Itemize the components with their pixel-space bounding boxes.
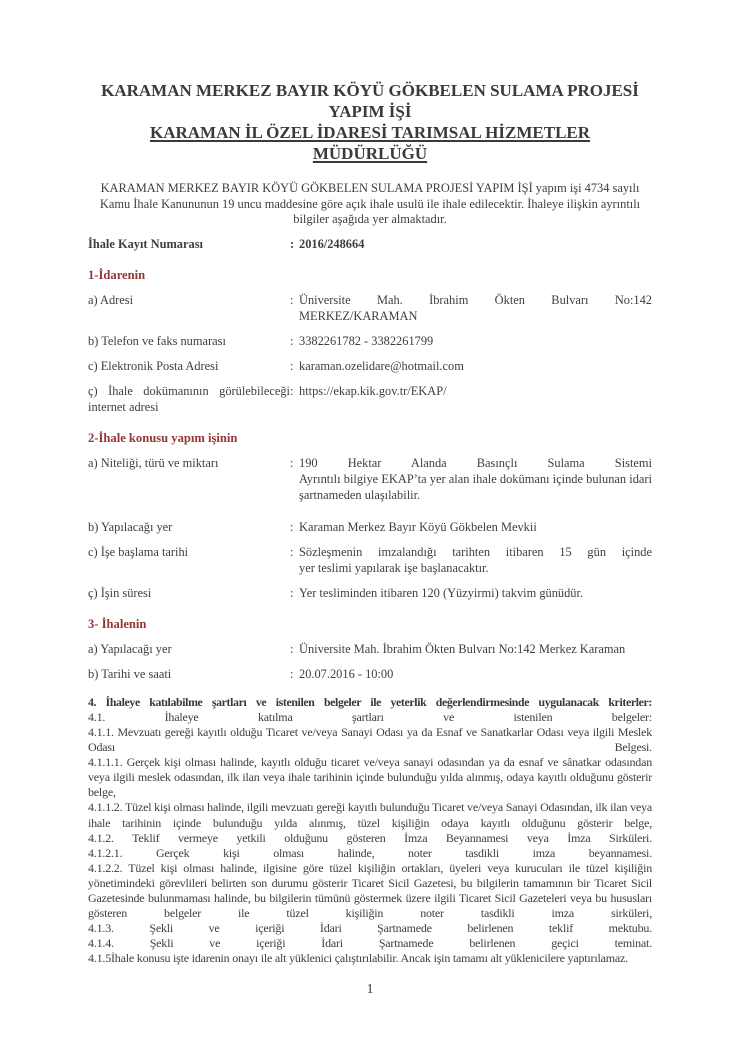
value-line: yer teslimi yapılarak işe başlanacaktır. (299, 560, 489, 575)
ikn-value-cell (299, 236, 652, 252)
value-line: MERKEZ/KARAMAN (299, 308, 418, 323)
row-isin-suresi (88, 585, 652, 601)
field-value (299, 383, 652, 399)
row-niteligi (88, 455, 652, 503)
requirement-item: 4.1.2.1. Gerçek kişi olması halinde, noter tasdikli imza beyannamesi. (88, 845, 652, 860)
ikn-row (88, 236, 652, 252)
requirement-item: 4.1.2. Teklif vermeye yetkili olduğunu gösteren İmza Beyannamesi veya İmza Sirküleri. (88, 830, 652, 845)
field-label: c) İşe başlama tarihi (88, 544, 189, 559)
value-line: Karaman Merkez Bayır Köyü Gökbelen Mevkii (299, 519, 537, 534)
field-label: a) Yapılacağı yer (88, 641, 172, 656)
title-line-2: YAPIM İŞİ (328, 102, 412, 121)
value-line: 3382261782 - 3382261799 (299, 333, 434, 348)
colon-separator: : (290, 641, 294, 656)
value-line: 190 Hektar Alanda Basınçlı Sulama Sistemi (299, 455, 652, 470)
colon-separator: : (290, 455, 294, 470)
field-value (299, 292, 652, 324)
ikn-value: 2016/248664 (299, 236, 365, 251)
field-value (299, 585, 652, 601)
ikn-label: İhale Kayıt Numarası (88, 236, 203, 251)
value-line: https://ekap.kik.gov.tr/EKAP/ (299, 383, 447, 398)
field-label: c) Elektronik Posta Adresi (88, 358, 219, 373)
title-line-1: KARAMAN MERKEZ BAYIR KÖYÜ GÖKBELEN SULAMA PROJESİ (101, 81, 639, 100)
colon-separator: : (290, 383, 294, 398)
document-title (88, 80, 652, 122)
requirement-item: 4.1.1. Mevzuatı gereği kayıtlı olduğu Ticaret ve/veya Sanayi Odası ya da Esnaf ve Sanatkarlar Odası veya ilgili Meslek Odası Belgesi. (88, 724, 652, 755)
value-line: karaman.ozelidare@hotmail.com (299, 358, 464, 373)
field-value (299, 455, 652, 503)
document-subtitle (88, 122, 652, 164)
colon-separator: : (290, 292, 294, 307)
intro-paragraph: KARAMAN MERKEZ BAYIR KÖYÜ GÖKBELEN SULAMA PROJESİ YAPIM İŞİ yapım işi 4734 sayılı Kamu İhale Kanununun 19 uncu maddesine göre açık ihale usulü ile ihale edilecektir. İhaleye ilişkin ayrıntılı bilgiler aşağıda yer almaktadır. (99, 181, 641, 227)
value-line: Üniversite Mah. İbrahim Ökten Bulvarı No:142 Merkez Karaman (299, 641, 626, 656)
field-label: a) Adresi (88, 292, 134, 307)
field-value (299, 666, 652, 682)
subtitle-line-1: KARAMAN İL ÖZEL İDARESİ TARIMSAL HİZMETLER (149, 123, 591, 142)
row-yapilacagi-yer (88, 519, 652, 535)
requirement-item: 4.1.4. Şekli ve içeriği İdari Şartnamede belirlenen geçici teminat. (88, 936, 652, 951)
section-4-requirements (88, 695, 652, 967)
colon-separator: : (290, 585, 294, 600)
field-label: a) Niteliği, türü ve miktarı (88, 455, 219, 470)
section-3-heading: 3- İhalenin (88, 616, 147, 631)
requirement-item: 4.1.5İhale konusu işte idarenin onayı ile alt yüklenici çalıştırılabilir. Ancak işin tamamı alt yüklenicilere yaptırılamaz. (88, 951, 628, 966)
row-telefon-faks (88, 333, 652, 349)
field-label: b) Tarihi ve saati (88, 666, 172, 681)
value-line: Ayrıntılı bilgiye EKAP’ta yer alan ihale dokümanı içinde bulunan idari şartnameden ulaşılabilir. (299, 471, 652, 502)
colon-separator: : (290, 236, 295, 251)
colon-separator: : (290, 666, 294, 681)
colon-separator: : (290, 519, 294, 534)
requirement-item: 4.1.1.1. Gerçek kişi olması halinde, kayıtlı olduğu ticaret ve/veya sanayi odasından ya da esnaf ve sânatkar odasından veya ilgili meslek odasından, ilk ilan veya ihale tarihinin içinde bulunduğu yılda alınmış, odaya kayıtlı olduğunu gösterir belge, (88, 755, 652, 800)
field-value (299, 641, 652, 657)
row-adresi (88, 292, 652, 324)
row-eposta (88, 358, 652, 374)
field-label: b) Telefon ve faks numarası (88, 333, 226, 348)
field-label: ç) İşin süresi (88, 585, 152, 600)
subtitle-line-2: MÜDÜRLÜĞÜ (312, 144, 428, 163)
colon-separator: : (290, 333, 294, 348)
field-value (299, 544, 652, 576)
field-value (299, 519, 652, 535)
requirement-item: 4.1.2.2. Tüzel kişi olması halinde, ilgisine göre tüzel kişiliğin ortakları, üyeleri veya kurucuları ile tüzel kişiliğin yönetimindeki görevlileri belirten son durumu gösterir Ticaret Sicil Gazetesi, bu bilgilerin tamamının bir Ticaret Sicil Gazetesinde bulunmaması halinde, bu bilgilerin tümünü göstermek üzere ilgili Ticaret Sicil Gazeteleri veya bu hususları gösteren belgeler ile tüzel kişiliğin noter tasdikli imza sirküleri, (88, 860, 652, 921)
colon-separator: : (290, 358, 294, 373)
requirement-item: 4.1.3. Şekli ve içeriği İdari Şartnamede belirlenen teklif mektubu. (88, 921, 652, 936)
field-value (299, 358, 652, 374)
page-number: 1 (366, 981, 374, 996)
row-ise-baslama (88, 544, 652, 576)
value-line: Üniversite Mah. İbrahim Ökten Bulvarı No:142 (299, 292, 652, 307)
requirement-item: 4.1. İhaleye katılma şartları ve istenilen belgeler: (88, 709, 652, 724)
row-ihale-tarihi (88, 666, 652, 682)
field-label: b) Yapılacağı yer (88, 519, 173, 534)
colon-separator: : (290, 544, 294, 559)
section-1-heading: 1-İdarenin (88, 267, 146, 282)
section-2-heading: 2-İhale konusu yapım işinin (88, 430, 238, 445)
value-line: Sözleşmenin imzalandığı tarihten itibaren 15 gün içinde (299, 544, 652, 559)
value-line: Yer tesliminden itibaren 120 (Yüzyirmi) takvim günüdür. (299, 585, 584, 600)
field-value (299, 333, 652, 349)
row-internet-adresi (88, 383, 652, 415)
requirement-item: 4.1.1.2. Tüzel kişi olması halinde, ilgili mevzuatı gereği kayıtlı bulunduğu Ticaret ve/veya Sanayi Odasından, ilk ilan veya ihale tarihinin içinde bulunduğu yılda alınmış, tüzel kişiliğin odaya kayıtlı olduğunu gösterir belge, (88, 800, 652, 830)
field-label: ç) İhale dokümanının görülebileceği internet adresi (88, 383, 290, 414)
value-line: 20.07.2016 - 10:00 (299, 666, 394, 681)
row-ihale-yeri (88, 641, 652, 657)
requirement-item: 4. İhaleye katılabilme şartları ve istenilen belgeler ile yeterlik değerlendirmesinde uygulanacak kriterler: (88, 694, 652, 709)
